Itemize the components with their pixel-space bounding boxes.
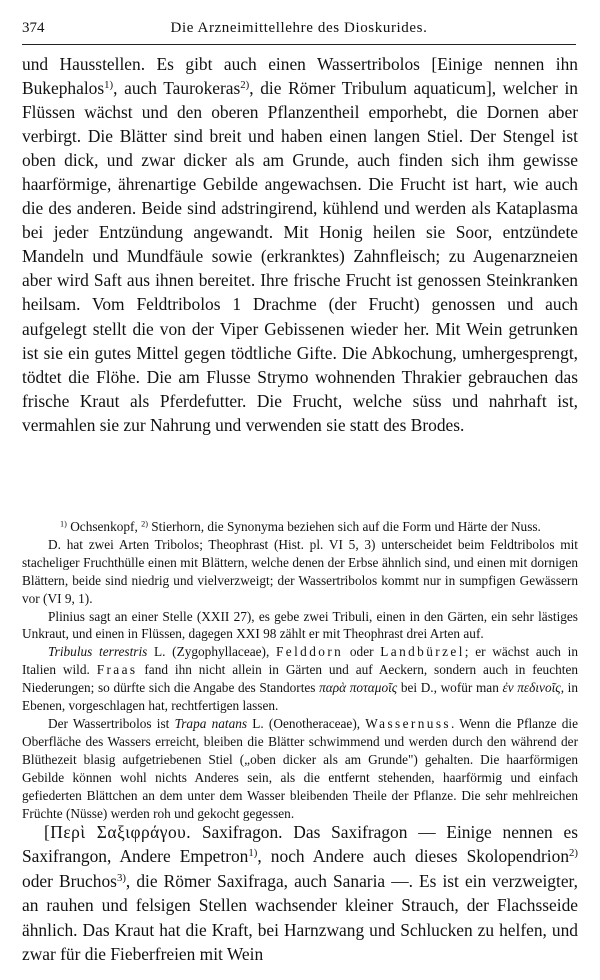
footnote-marker: 1) <box>104 79 114 92</box>
note-text: L. (Zygophyllaceae), <box>147 644 276 660</box>
header-rule <box>22 44 576 45</box>
page-header <box>22 18 576 40</box>
footnote-line <box>22 518 578 536</box>
note-text: L. (Oenotheraceae), <box>247 715 366 731</box>
section-text: Saxifragon. Das Saxifragon — Einige nennen es Saxifrangon, Andere Empetron <box>22 822 578 867</box>
note-text: , in Ebenen, vorgeschlagen hat, rechtfertigen lassen. <box>22 680 578 714</box>
footnote-marker: 2) <box>240 79 250 92</box>
note-paragraph: Plinius sagt an einer Stelle (XXII 27), es gebe zwei Tribuli, einen in den Gärten, ein sehr lästiges Unkraut, und einen in Flüssen, dagegen XXI 98 zählt er mit Theophrast drei Arten auf. <box>22 608 578 642</box>
species-name: Tribulus terrestris <box>48 644 148 660</box>
section-text: , die Römer Saxifraga, auch Sanaria —. Es ist ein verzweigter, an rauhen und felsigen Stellen wachsender kleiner Strauch, der Flachsseide ähnlich. Das Kraut hat die Kraft, bei Harnzwang und Schlucken zu helfen, und zwar für die Fieberfreien mit Wein <box>22 870 578 965</box>
section-text: oder Bruchos <box>22 870 117 891</box>
note-text: Der Wassertribolos ist <box>48 715 175 731</box>
footnote-text: Ochsenkopf, <box>70 519 138 534</box>
spaced-name: Felddorn <box>275 644 344 660</box>
main-text-part: , die Römer Tribulum aquaticum], welcher in Flüssen wächst und den oberen Pflanzentheil emporhebt, die Dornen aber verbirgt. Die Blätter sind breit und haben einen langen Stiel. Der Stengel ist oben dick, und zwar dicker als am Grunde, auch finden sich ihm gewisse haarförmige, ährenartige Gebilde angewachsen. Die Frucht ist hart, wie auch die des anderen. Beide sind adstringirend, kühlend und werden als Kataplasma bei jeder Entzündung angewandt. Mit Honig heilen sie Soor, entzündete Mandeln und Mundfäule sowie (erkranktes) Zahnfleisch; zu Augenarzneien aber wird Saft aus ihnen bereitet. Ihre frische Frucht ist genossen Steinkranken heilsam. Vom Feldtribolos 1 Drachme (der Frucht) genossen und auch aufgelegt stellt die von der Viper Gebissenen wieder her. Mit Wein getrunken ist sie ein gutes Mittel gegen tödtliche Gifte. Die Abkochung, umhergesprengt, tödtet die Flöhe. Die am Flusse Strymo wohnenden Thrakier gebrauchen das frische Kraut als Pferdefutter. Die Frucht, welche süss und nahrhaft ist, vermahlen sie zur Nahrung und verwenden sie statt des Brodes. <box>22 78 578 435</box>
footnote-text: Stierhorn, die Synonyma beziehen sich auf die Form und Härte der Nuss. <box>151 519 541 534</box>
species-name: Trapa natans <box>174 715 248 731</box>
footnote-marker: 1) <box>248 847 258 860</box>
note-text: fand ihn nicht allein in Gärten und auf Aeckern, sondern auch in feuchten Niederungen; so dürfte sich die Angabe des Standortes <box>22 662 578 696</box>
running-title: Die Arzneimittellehre des Dioskurides. <box>170 20 428 36</box>
footnote-marker: 2) <box>141 519 148 529</box>
note-text: ; er wächst auch in Italien wild. <box>22 644 579 678</box>
main-text <box>22 52 578 437</box>
note-text: oder <box>343 644 381 660</box>
footnote-marker: 2) <box>569 847 578 860</box>
note-paragraph <box>22 715 578 822</box>
main-text-part: und Hausstellen. Es gibt auch einen Wassertribolos [Einige nennen ihn Bukephalos <box>22 54 578 99</box>
note-paragraph <box>22 643 578 715</box>
commentary-notes <box>22 518 578 822</box>
spaced-name: Landbürzel <box>380 644 465 660</box>
author-name: Fraas <box>96 662 138 678</box>
greek-section-title: [Περὶ Σαξιφράγου. <box>44 822 192 842</box>
note-text: bei D., wofür man <box>397 680 503 696</box>
footnote-marker: 1) <box>60 519 67 529</box>
spaced-name: Wassernuss <box>365 715 452 731</box>
main-text-part: , auch Taurokeras <box>113 78 241 99</box>
greek-phrase: ἐν πεδινοῖς <box>502 680 561 696</box>
saxifragon-section <box>22 820 578 966</box>
main-paragraph <box>22 52 578 437</box>
section-text: , noch Andere auch dieses Skolopendrion <box>257 846 570 867</box>
page-number: 374 <box>22 20 45 36</box>
footnote-marker: 3) <box>116 871 126 884</box>
greek-phrase: παρὰ ποταμοῖς <box>319 680 398 696</box>
note-paragraph: D. hat zwei Arten Tribolos; Theophrast (Hist. pl. VI 5, 3) unterscheidet beim Feldtribolos mit stacheliger Fruchthülle einen mit Blättern, welche denen der Erbse ähnlich sind, und einen mit dornigen Blättern, beide sind niedrig und vielverzweigt; der Wassertribolos kommt nur in sumpfigen Gewässern vor (VI 9, 1). <box>22 536 578 606</box>
section-paragraph <box>22 820 578 966</box>
note-text: . Wenn die Pflanze die Oberfläche des Wassers erreicht, bleiben die Blätter schwimmend und werden durch den während der Blüthezeit blasig aufgetriebenen Stiel („oben dicker als am Grunde") gehalten. Die haarförmigen Gebilde können wohl nichts Anderes sein, als die entfernt stehenden, haarförmig und einfach gefiederten Blättchen an dem unter dem Wasser bleibenden Theile der Pflanze. Die sehr mehlreichen Früchte (Nüsse) werden roh und gekocht gegessen. <box>22 715 578 821</box>
